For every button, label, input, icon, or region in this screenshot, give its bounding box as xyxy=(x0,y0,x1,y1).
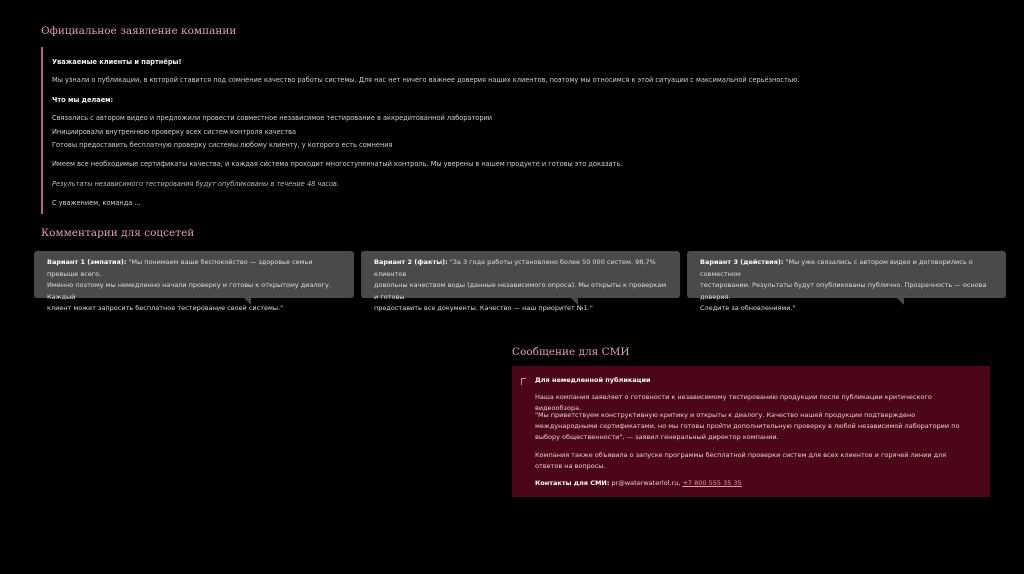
variant-text: довольны качеством воды (данные независимого опроса). Мы открыты к проверкам и готовы xyxy=(374,281,667,301)
signoff: С уважением, команда ... xyxy=(52,199,141,207)
contact-phone-link[interactable]: +7 800 555 35 35 xyxy=(682,479,742,487)
results-note: Результаты независимого тестирования будут опубликованы в течение 48 часов. xyxy=(52,180,340,188)
press-release-card xyxy=(512,366,990,497)
variant-text: тестировании. Результаты будут опубликованы публично. Прозрачность — основа доверия. xyxy=(700,281,987,301)
variant-text: "Мы уже связались с автором видео и договорились о совместном xyxy=(700,258,973,278)
variant-text: Именно поэтому мы немедленно начали проверку и готовы к открытому диалогу. Каждый xyxy=(47,281,331,301)
variant-text: "За 3 года работы установлено более 50 000 систем. 98,7% клиентов xyxy=(374,258,656,278)
action-item: Готовы предоставить бесплатную проверку системы любому клиенту, у которого есть сомнения xyxy=(52,141,393,149)
press-label: Для немедленной публикации xyxy=(535,376,651,384)
quote-mark-icon xyxy=(521,378,526,385)
social-title: Комментарии для соцсетей xyxy=(41,227,195,239)
statement-card xyxy=(41,47,800,214)
variant-text: клиент может запросить бесплатное тестирование своей системы." xyxy=(47,304,284,312)
press-paragraph: Наша компания заявляет о готовности к независимому тестированию продукции после публикации критического видеообзора. xyxy=(535,393,932,412)
contacts-label: Контакты для СМИ: xyxy=(535,479,610,487)
press-quote: "Мы приветствуем конструктивную критику и открыты к диалогу. Качество нашей продукции подтверждено международными сертификатами, но мы готовы пройти дополнительную проверку в любой независимой лаборатории по выбору общественности", — заявил генеральный директор компании. xyxy=(535,411,960,441)
speech-tail xyxy=(896,297,904,305)
press-title: Сообщение для СМИ xyxy=(512,346,630,358)
speech-tail xyxy=(243,297,251,305)
comment-variant-2 xyxy=(361,251,680,312)
action-item: Инициировали внутреннюю проверку всех систем контроля качества xyxy=(52,128,297,136)
variant-text: предоставить все документы. Качество — наш приоритет №1." xyxy=(374,304,593,312)
variant-label: Вариант 3 (действия): xyxy=(700,258,784,266)
action-item: Связались с автором видео и предложили провести совместное независимое тестирование в аккредитованной лаборатории xyxy=(52,114,493,122)
certs-text: Имеем все необходимые сертификаты качества, и каждая система проходит многоступенчатый контроль. Мы уверены в нашем продукте и готовы это доказать. xyxy=(52,160,623,168)
intro-text: Мы узнали о публикации, в которой ставится под сомнение качество работы системы. Для нас нет ничего важнее доверия наших клиентов, поэтому мы относимся к этой ситуации с максимальной серьёзностью. xyxy=(52,76,800,84)
contact-email[interactable]: pr@waterwaterlol.ru, xyxy=(611,479,681,487)
statement-title: Официальное заявление компании xyxy=(41,25,237,37)
variant-text: "Мы понимаем ваше беспокойство — здоровье семьи превыше всего. xyxy=(47,258,313,278)
speech-tail xyxy=(570,297,578,305)
actions-heading: Что мы делаем: xyxy=(52,96,114,104)
comment-variant-3 xyxy=(687,251,1006,312)
variant-label: Вариант 1 (эмпатия): xyxy=(47,258,127,266)
comment-variant-1 xyxy=(34,251,354,312)
greeting: Уважаемые клиенты и партнёры! xyxy=(52,58,182,66)
press-contacts xyxy=(535,478,742,489)
press-paragraph: Компания также объявила о запуске программы бесплатной проверки систем для всех клиентов и горячей линии для ответов на вопросы. xyxy=(535,451,947,470)
variant-text: Следите за обновлениями." xyxy=(700,304,796,312)
variant-label: Вариант 2 (факты): xyxy=(374,258,448,266)
